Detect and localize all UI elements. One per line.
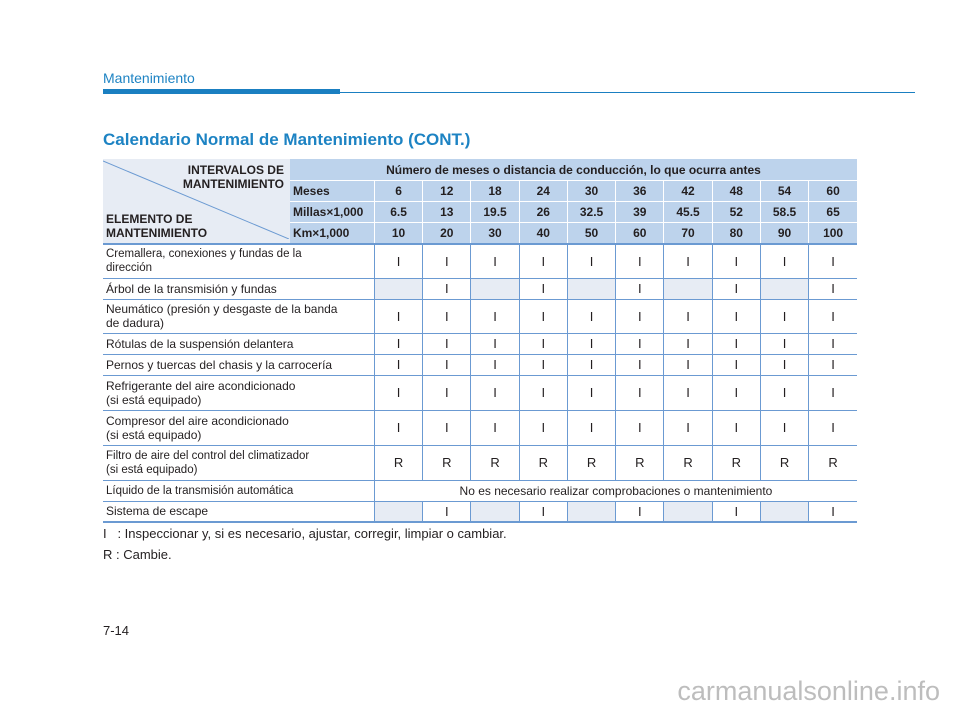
table-main-header: Número de meses o distancia de conducción, lo que ocurra antes [290, 159, 857, 181]
maintenance-action: I [760, 375, 808, 410]
maintenance-action: I [712, 375, 760, 410]
maintenance-action: I [471, 410, 519, 445]
interval-unit-label: Meses [290, 181, 374, 202]
maintenance-action: I [809, 354, 857, 375]
interval-value: 42 [664, 181, 712, 202]
maintenance-item: Pernos y tuercas del chasis y la carrocería [103, 354, 374, 375]
maintenance-item: Compresor del aire acondicionado (si está equipado) [103, 410, 374, 445]
maintenance-action: I [760, 333, 808, 354]
interval-value: 32.5 [567, 202, 615, 223]
header-row-main [103, 159, 857, 181]
legend-replace: R : Cambie. [103, 547, 172, 562]
maintenance-action: I [519, 501, 567, 522]
table-row [103, 410, 857, 445]
table-row [103, 445, 857, 480]
maintenance-action [374, 278, 422, 299]
maintenance-action: I [423, 278, 471, 299]
maintenance-action: I [519, 299, 567, 333]
maintenance-action [374, 501, 422, 522]
interval-value: 24 [519, 181, 567, 202]
interval-value: 12 [423, 181, 471, 202]
maintenance-action: I [471, 244, 519, 278]
interval-value: 6 [374, 181, 422, 202]
maintenance-action [760, 278, 808, 299]
table-row [103, 244, 857, 278]
maintenance-action: I [471, 375, 519, 410]
page-number: 7-14 [103, 623, 130, 638]
maintenance-item: Líquido de la transmisión automática [103, 480, 374, 501]
interval-value: 54 [760, 181, 808, 202]
interval-value: 90 [760, 223, 808, 245]
maintenance-action: I [374, 354, 422, 375]
interval-value: 70 [664, 223, 712, 245]
maintenance-action: I [423, 354, 471, 375]
maintenance-action: I [374, 333, 422, 354]
maintenance-action: R [760, 445, 808, 480]
maintenance-action: I [664, 410, 712, 445]
maintenance-action: I [423, 375, 471, 410]
page-title: Calendario Normal de Mantenimiento (CONT.) [103, 130, 471, 149]
maintenance-action: I [567, 375, 615, 410]
header-bar-thick [103, 89, 340, 94]
maintenance-action: I [423, 299, 471, 333]
interval-value: 80 [712, 223, 760, 245]
maintenance-action: I [374, 410, 422, 445]
maintenance-action [471, 501, 519, 522]
maintenance-table [103, 159, 857, 523]
interval-value: 20 [423, 223, 471, 245]
maintenance-action: I [567, 333, 615, 354]
maintenance-action: I [519, 375, 567, 410]
maintenance-action: I [423, 244, 471, 278]
maintenance-action: I [712, 354, 760, 375]
maintenance-action: I [374, 299, 422, 333]
section-header: Mantenimiento [103, 70, 195, 86]
maintenance-action: I [567, 410, 615, 445]
interval-value: 26 [519, 202, 567, 223]
interval-value: 40 [519, 223, 567, 245]
maintenance-action: I [809, 299, 857, 333]
maintenance-action: I [616, 410, 664, 445]
maintenance-action: I [712, 299, 760, 333]
maintenance-action [471, 278, 519, 299]
interval-value: 52 [712, 202, 760, 223]
maintenance-action: R [471, 445, 519, 480]
interval-value: 100 [809, 223, 857, 245]
maintenance-action: R [616, 445, 664, 480]
maintenance-action: I [664, 244, 712, 278]
table-row [103, 501, 857, 522]
maintenance-item: Neumático (presión y desgaste de la banda de dadura) [103, 299, 374, 333]
table-row [103, 480, 857, 501]
maintenance-action: I [809, 244, 857, 278]
maintenance-action: I [809, 375, 857, 410]
interval-value: 36 [616, 181, 664, 202]
interval-value: 60 [616, 223, 664, 245]
legend [103, 523, 507, 565]
maintenance-action: I [519, 410, 567, 445]
legend-inspect: I : Inspeccionar y, si es necesario, ajustar, corregir, limpiar o cambiar. [103, 526, 507, 541]
interval-value: 13 [423, 202, 471, 223]
maintenance-action: I [616, 278, 664, 299]
maintenance-item: Filtro de aire del control del climatizador (si está equipado) [103, 445, 374, 480]
maintenance-action: I [664, 354, 712, 375]
maintenance-action: I [519, 333, 567, 354]
maintenance-item: Árbol de la transmisión y fundas [103, 278, 374, 299]
maintenance-item: Refrigerante del aire acondicionado (si está equipado) [103, 375, 374, 410]
maintenance-action: I [616, 299, 664, 333]
header-bar-thin [340, 92, 915, 93]
maintenance-action [567, 501, 615, 522]
maintenance-action: I [712, 278, 760, 299]
maintenance-action: I [616, 333, 664, 354]
maintenance-action [567, 278, 615, 299]
maintenance-item: Rótulas de la suspensión delantera [103, 333, 374, 354]
maintenance-action: I [519, 244, 567, 278]
maintenance-action: I [567, 244, 615, 278]
table-row [103, 299, 857, 333]
maintenance-action: R [374, 445, 422, 480]
maintenance-action: I [809, 333, 857, 354]
interval-value: 30 [471, 223, 519, 245]
maintenance-action: R [664, 445, 712, 480]
interval-value: 65 [809, 202, 857, 223]
maintenance-note: No es necesario realizar comprobaciones o mantenimiento [374, 480, 857, 501]
corner-label-items: ELEMENTO DE MANTENIMIENTO [106, 212, 208, 240]
maintenance-action: I [471, 354, 519, 375]
maintenance-action [760, 501, 808, 522]
interval-unit-label: Millas×1,000 [290, 202, 374, 223]
table-row [103, 278, 857, 299]
interval-value: 39 [616, 202, 664, 223]
interval-value: 6.5 [374, 202, 422, 223]
table-row [103, 354, 857, 375]
maintenance-action: R [712, 445, 760, 480]
interval-value: 45.5 [664, 202, 712, 223]
maintenance-action: I [567, 299, 615, 333]
maintenance-action: I [374, 244, 422, 278]
interval-value: 10 [374, 223, 422, 245]
maintenance-action: I [423, 333, 471, 354]
maintenance-action: I [616, 375, 664, 410]
maintenance-action: I [664, 333, 712, 354]
maintenance-item: Cremallera, conexiones y fundas de la dirección [103, 244, 374, 278]
maintenance-action: I [760, 244, 808, 278]
watermark: carmanualsonline.info [677, 676, 940, 706]
interval-value: 30 [567, 181, 615, 202]
maintenance-action: I [616, 354, 664, 375]
interval-unit-label: Km×1,000 [290, 223, 374, 245]
maintenance-action: R [567, 445, 615, 480]
maintenance-action: I [374, 375, 422, 410]
maintenance-action: I [423, 410, 471, 445]
maintenance-action: I [809, 501, 857, 522]
maintenance-action: I [616, 501, 664, 522]
maintenance-action: I [616, 244, 664, 278]
maintenance-action: I [760, 354, 808, 375]
table-row [103, 333, 857, 354]
corner-label-intervals: INTERVALOS DE MANTENIMIENTO [182, 163, 284, 191]
maintenance-action: I [809, 410, 857, 445]
table-corner-cell [103, 159, 290, 244]
maintenance-action: I [712, 244, 760, 278]
maintenance-action: I [712, 333, 760, 354]
maintenance-action [664, 501, 712, 522]
maintenance-action: I [664, 299, 712, 333]
table-row [103, 375, 857, 410]
interval-value: 48 [712, 181, 760, 202]
maintenance-action: I [519, 278, 567, 299]
interval-value: 18 [471, 181, 519, 202]
maintenance-action: I [712, 501, 760, 522]
maintenance-item: Sistema de escape [103, 501, 374, 522]
maintenance-action: I [567, 354, 615, 375]
interval-value: 60 [809, 181, 857, 202]
interval-value: 50 [567, 223, 615, 245]
maintenance-action [664, 278, 712, 299]
maintenance-action: I [760, 299, 808, 333]
maintenance-action: I [712, 410, 760, 445]
maintenance-action: I [471, 333, 519, 354]
maintenance-action: I [519, 354, 567, 375]
maintenance-action: I [423, 501, 471, 522]
maintenance-action: I [664, 375, 712, 410]
interval-value: 19.5 [471, 202, 519, 223]
maintenance-action: I [471, 299, 519, 333]
maintenance-action: I [760, 410, 808, 445]
maintenance-action: R [809, 445, 857, 480]
maintenance-action: I [809, 278, 857, 299]
interval-value: 58.5 [760, 202, 808, 223]
maintenance-action: R [519, 445, 567, 480]
maintenance-action: R [423, 445, 471, 480]
